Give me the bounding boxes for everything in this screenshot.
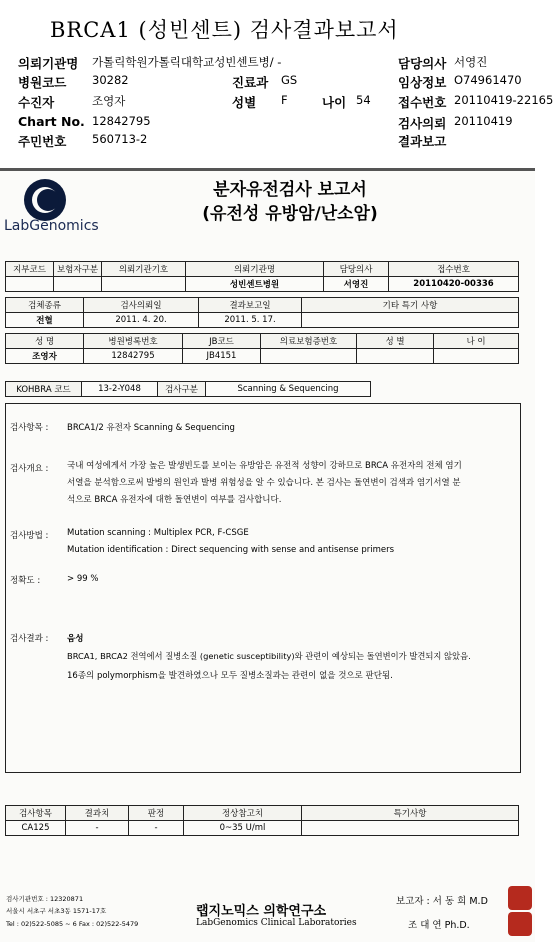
header-value: 가톨릭학원가톨릭대학교성빈센트병/ - — [92, 55, 282, 69]
table-row — [6, 382, 371, 397]
summary-label: 검사개요 : — [10, 464, 49, 474]
header-label: 주민번호 — [18, 134, 67, 149]
header-value: 54 — [356, 93, 371, 107]
header-label: 나이 — [322, 95, 347, 110]
approver-signature: 조 대 연 Ph.D. — [408, 920, 470, 931]
table-header-cell: 접수번호 — [389, 262, 519, 277]
table-cell — [54, 277, 102, 292]
table-cell: 전혈 — [6, 313, 84, 328]
table-header-cell: 병원병록번호 — [84, 334, 183, 349]
result-line: BRCA1, BRCA2 전역에서 질병소질 (genetic susceptibility)와 관련이 예상되는 돌연변이가 발견되지 않았음. — [67, 651, 471, 661]
footer-license: 검사기관번호 : 12320871 — [6, 895, 84, 903]
table-cell: 12842795 — [84, 349, 183, 364]
table-cell: 20110420-00336 — [389, 277, 519, 292]
marker-table — [5, 805, 519, 836]
header-value: 20110419-22165 — [454, 93, 553, 107]
table-cell — [261, 349, 357, 364]
table-row — [6, 262, 519, 277]
header-label: 병원코드 — [18, 75, 67, 90]
header-label: 진료과 — [232, 75, 269, 90]
table-header-cell: 검체종류 — [6, 298, 84, 313]
patient-info-table — [5, 261, 519, 292]
header-value: 560713-2 — [92, 132, 148, 146]
header-label: 결과보고 — [398, 134, 447, 149]
reporter-signature: 보고자 : 서 동 희 M.D — [396, 896, 488, 907]
summary-line: 국내 여성에게서 가장 높은 발생빈도를 보이는 유방암은 유전적 성향이 강하므로 BRCA 유전자의 전체 염기 — [67, 461, 462, 471]
header-label: 수진자 — [18, 95, 55, 110]
sample-info-table — [5, 297, 519, 328]
table-header-cell: 검사의뢰일 — [84, 298, 199, 313]
header-label: 담당의사 — [398, 56, 447, 71]
logo-core — [37, 189, 59, 211]
header-label: 접수번호 — [398, 95, 447, 110]
report-title-line1: 분자유전검사 보고서 — [213, 180, 367, 200]
table-cell: 0~35 U/ml — [184, 821, 302, 836]
table-row — [6, 334, 519, 349]
table-cell — [102, 277, 186, 292]
result-text — [67, 648, 517, 685]
page-title: BRCA1 (성빈센트) 검사결과보고서 — [50, 18, 399, 42]
accuracy-label: 정확도 : — [10, 576, 41, 586]
header-value: 12842795 — [92, 114, 151, 128]
table-header-cell: 담당의사 — [324, 262, 389, 277]
method-label: 검사방법 : — [10, 531, 49, 541]
method-text — [67, 525, 517, 559]
table-row — [6, 313, 519, 328]
footer-address: 서울시 서초구 서초3동 1571-17호 — [6, 907, 107, 915]
table-cell — [357, 349, 434, 364]
method-line: Mutation identification : Direct sequencing with sense and antisense primers — [67, 545, 395, 555]
test-item-value: BRCA1/2 유전자 Scanning & Sequencing — [67, 423, 235, 433]
table-header-cell: JB코드 — [183, 334, 261, 349]
test-type-label: 검사구분 — [158, 382, 206, 397]
test-item-label: 검사항목 : — [10, 423, 49, 433]
table-header-cell: 보험자구분 — [54, 262, 102, 277]
table-header-cell: 의뢰기관명 — [186, 262, 324, 277]
table-row — [6, 298, 519, 313]
table-row — [6, 821, 519, 836]
header-label: 의뢰기관명 — [18, 56, 79, 71]
kohbra-label: KOHBRA 코드 — [6, 382, 82, 397]
approver-seal-icon — [508, 912, 532, 936]
header-label: Chart No. — [18, 114, 85, 129]
table-cell: 서영진 — [324, 277, 389, 292]
institute-name-en: LabGenomics Clinical Laboratories — [196, 918, 357, 928]
table-header-cell: 성 명 — [6, 334, 84, 349]
table-cell: 2011. 5. 17. — [199, 313, 302, 328]
table-header-cell: 성 별 — [357, 334, 434, 349]
table-header-cell: 지부코드 — [6, 262, 54, 277]
table-header-cell: 검사항목 — [6, 806, 66, 821]
header-value: 20110419 — [454, 114, 513, 128]
table-header-cell: 정상참고치 — [184, 806, 302, 821]
summary-line: 석으로 BRCA 유전자에 대한 돌연변이 여부를 검사합니다. — [67, 495, 282, 505]
table-cell: 2011. 4. 20. — [84, 313, 199, 328]
test-type-value: Scanning & Sequencing — [206, 382, 371, 397]
header-value: 서영진 — [454, 55, 488, 69]
summary-line: 서열을 분석함으로써 발병의 원인과 발병 위험성을 알 수 있습니다. 본 검사는 돌연변이 검색과 염기서열 분 — [67, 478, 461, 488]
header-label: 성별 — [232, 95, 257, 110]
header-value: GS — [281, 73, 298, 87]
table-header-cell: 특기사항 — [302, 806, 519, 821]
accuracy-value: > 99 % — [67, 574, 99, 584]
report-title — [100, 178, 480, 226]
institute-name-ko: 랩지노믹스 의학연구소 — [196, 904, 327, 919]
reporter-seal-icon — [508, 886, 532, 910]
table-cell — [6, 277, 54, 292]
table-header-cell: 의뢰기관기호 — [102, 262, 186, 277]
header-value: 조영자 — [92, 94, 126, 108]
patient-detail-table — [5, 333, 519, 364]
table-cell: 조영자 — [6, 349, 84, 364]
result-line: 16종의 polymorphism을 발견하였으나 모두 질병소질과는 관련이 없을 것으로 판단됨. — [67, 671, 393, 681]
kohbra-table — [5, 381, 371, 397]
table-cell: - — [66, 821, 129, 836]
header-value: 30282 — [92, 73, 129, 87]
table-header-cell: 의료보험증번호 — [261, 334, 357, 349]
table-row — [6, 806, 519, 821]
table-cell: 성빈센트병원 — [186, 277, 324, 292]
table-header-cell: 나 이 — [434, 334, 519, 349]
method-line: Mutation scanning : Multiplex PCR, F-CSGE — [67, 528, 249, 538]
table-cell: CA125 — [6, 821, 66, 836]
logo-text: LabGenomics — [4, 218, 99, 234]
table-cell — [302, 821, 519, 836]
table-header-cell: 판정 — [129, 806, 184, 821]
footer-phone: Tel : 02)522-5085 ~ 6 Fax : 02)522-5479 — [6, 920, 139, 928]
table-header-cell: 결과보고일 — [199, 298, 302, 313]
kohbra-code: 13-2-Y048 — [82, 382, 158, 397]
table-row — [6, 277, 519, 292]
header-value: F — [281, 93, 288, 107]
header-label: 검사의뢰 — [398, 116, 447, 131]
table-cell — [302, 313, 519, 328]
result-label: 검사결과 : — [10, 634, 49, 644]
table-header-cell: 기타 특기 사항 — [302, 298, 519, 313]
table-cell: - — [129, 821, 184, 836]
report-title-line2: (유전성 유방암/난소암) — [202, 204, 378, 224]
table-cell: JB4151 — [183, 349, 261, 364]
table-row — [6, 349, 519, 364]
result-value: 음성 — [67, 634, 84, 644]
table-header-cell: 결과치 — [66, 806, 129, 821]
table-cell — [434, 349, 519, 364]
summary-text — [67, 458, 517, 509]
header-value: O74961470 — [454, 73, 522, 87]
header-label: 임상정보 — [398, 75, 447, 90]
